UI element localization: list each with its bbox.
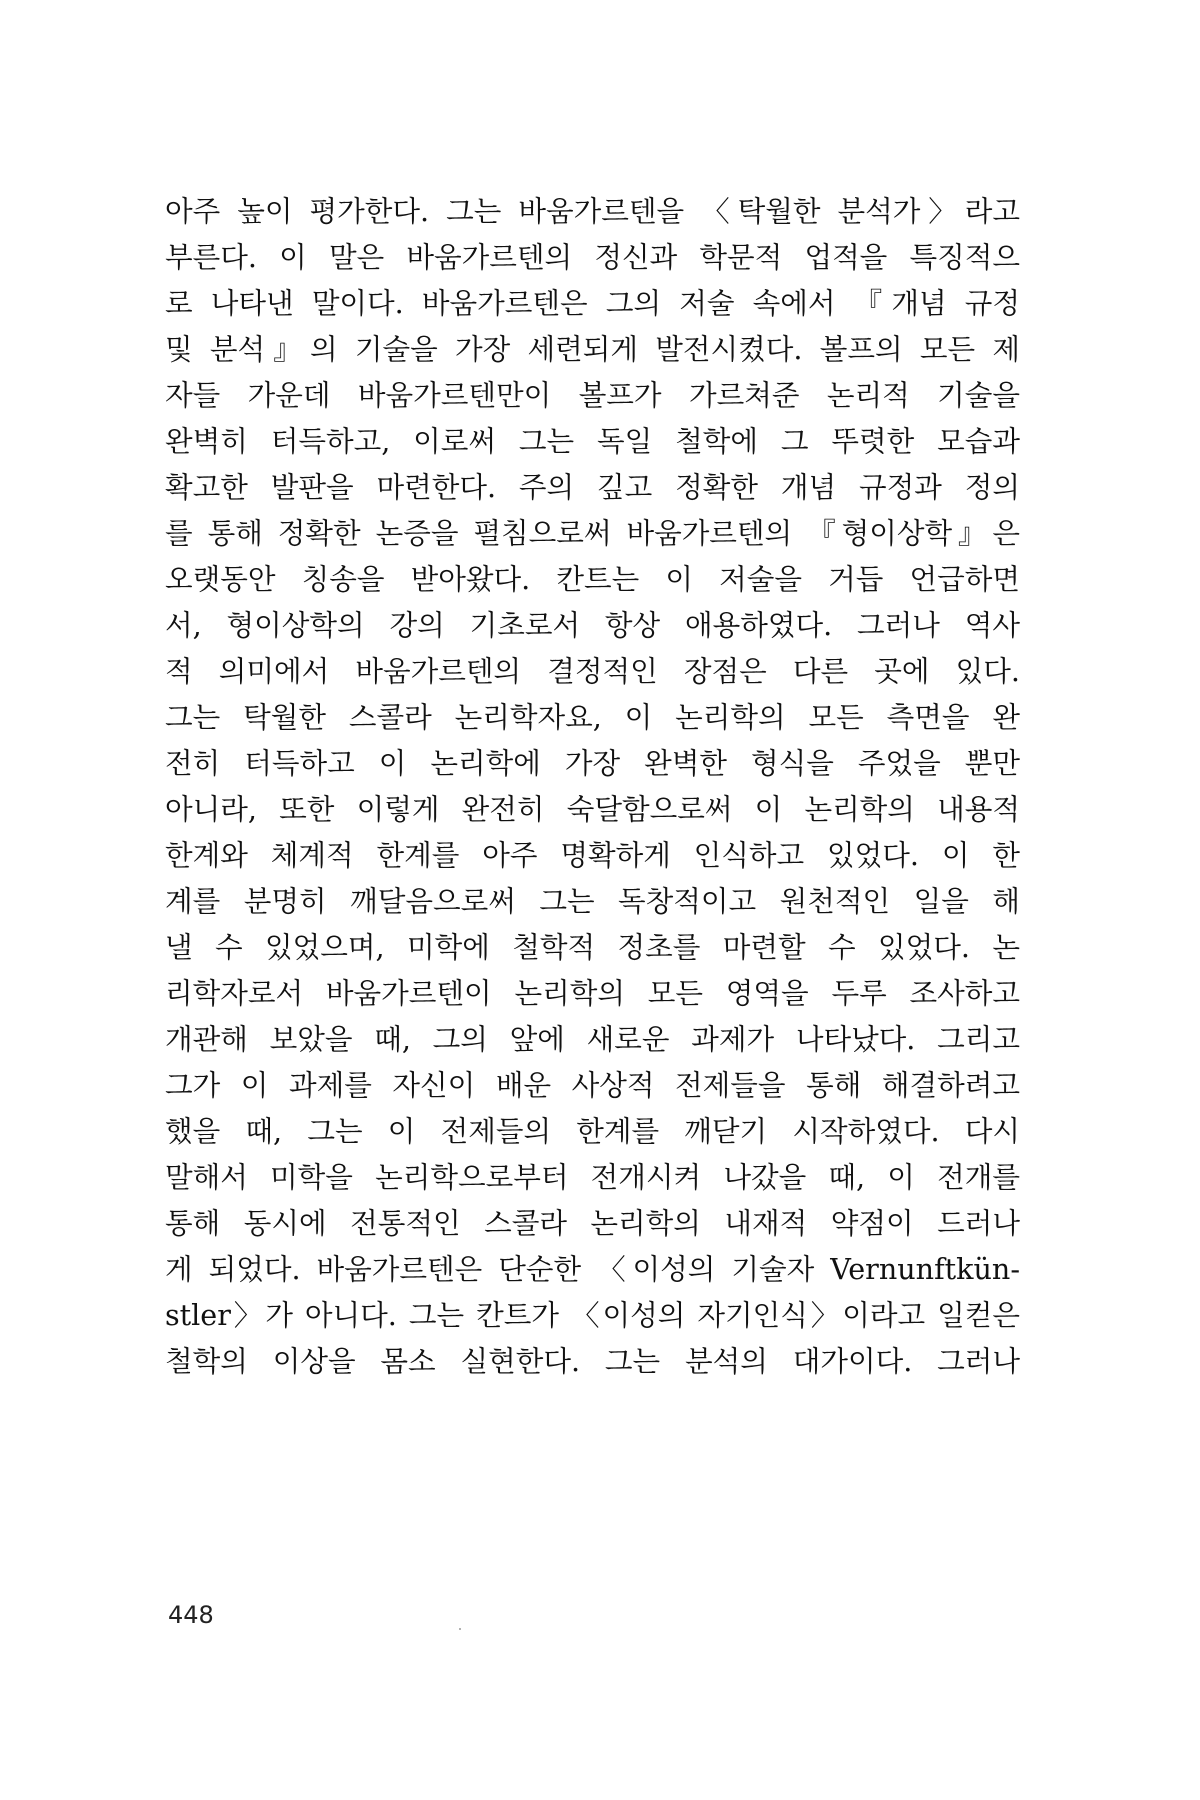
text-line: 및 분석』의 기술을 가장 세련되게 발전시켰다. 볼프의 모든 제 xyxy=(165,332,1020,366)
text-line: 부른다. 이 말은 바움가르텐의 정신과 학문적 업적을 특징적으 xyxy=(165,240,1020,274)
text-line: 서, 형이상학의 강의 기초로서 항상 애용하였다. 그러나 역사 xyxy=(165,608,1020,642)
text-line: 했을 때, 그는 이 전제들의 한계를 깨닫기 시작하였다. 다시 xyxy=(165,1114,1020,1148)
text-line: 게 되었다. 바움가르텐은 단순한 〈이성의 기술자 Vernunftkün- xyxy=(165,1252,1020,1286)
text-line: 적 의미에서 바움가르텐의 결정적인 장점은 다른 곳에 있다. xyxy=(165,654,1020,688)
text-line: 계를 분명히 깨달음으로써 그는 독창적이고 원천적인 일을 해 xyxy=(165,884,1020,918)
text-line: 자들 가운데 바움가르텐만이 볼프가 가르쳐준 논리적 기술을 xyxy=(165,378,1020,412)
body-text xyxy=(165,188,1020,1384)
text-line: 낼 수 있었으며, 미학에 철학적 정초를 마련할 수 있었다. 논 xyxy=(165,930,1020,964)
text-line: 개관해 보았을 때, 그의 앞에 새로운 과제가 나타났다. 그리고 xyxy=(165,1022,1020,1056)
text-line: 확고한 발판을 마련한다. 주의 깊고 정확한 개념 규정과 정의 xyxy=(165,470,1020,504)
text-line: 로 나타낸 말이다. 바움가르텐은 그의 저술 속에서 『개념 규정 xyxy=(165,286,1020,320)
text-line: stler〉가 아니다. 그는 칸트가 〈이성의 자기인식〉이라고 일컫은 xyxy=(165,1298,1020,1332)
text-line: 오랫동안 칭송을 받아왔다. 칸트는 이 저술을 거듭 언급하면 xyxy=(165,562,1020,596)
text-line: 통해 동시에 전통적인 스콜라 논리학의 내재적 약점이 드러나 xyxy=(165,1206,1020,1240)
text-line: 를 통해 정확한 논증을 펼침으로써 바움가르텐의 『형이상학』은 xyxy=(165,516,1020,550)
page-number: 448 xyxy=(168,1601,214,1629)
text-line: 그가 이 과제를 자신이 배운 사상적 전제들을 통해 해결하려고 xyxy=(165,1068,1020,1102)
text-line: 말해서 미학을 논리학으로부터 전개시켜 나갔을 때, 이 전개를 xyxy=(165,1160,1020,1194)
text-line: 완벽히 터득하고, 이로써 그는 독일 철학에 그 뚜렷한 모습과 xyxy=(165,424,1020,458)
text-line: 전히 터득하고 이 논리학에 가장 완벽한 형식을 주었을 뿐만 xyxy=(165,746,1020,780)
text-line: 아주 높이 평가한다. 그는 바움가르텐을 〈탁월한 분석가〉라고 xyxy=(165,194,1020,228)
text-line: 그는 탁월한 스콜라 논리학자요, 이 논리학의 모든 측면을 완 xyxy=(165,700,1020,734)
text-line: 리학자로서 바움가르텐이 논리학의 모든 영역을 두루 조사하고 xyxy=(165,976,1020,1010)
scan-speck xyxy=(459,1628,461,1630)
text-line: 한계와 체계적 한계를 아주 명확하게 인식하고 있었다. 이 한 xyxy=(165,838,1020,872)
text-line: 철학의 이상을 몸소 실현한다. 그는 분석의 대가이다. 그러나 xyxy=(165,1344,1020,1378)
text-line: 아니라, 또한 이렇게 완전히 숙달함으로써 이 논리학의 내용적 xyxy=(165,792,1020,826)
